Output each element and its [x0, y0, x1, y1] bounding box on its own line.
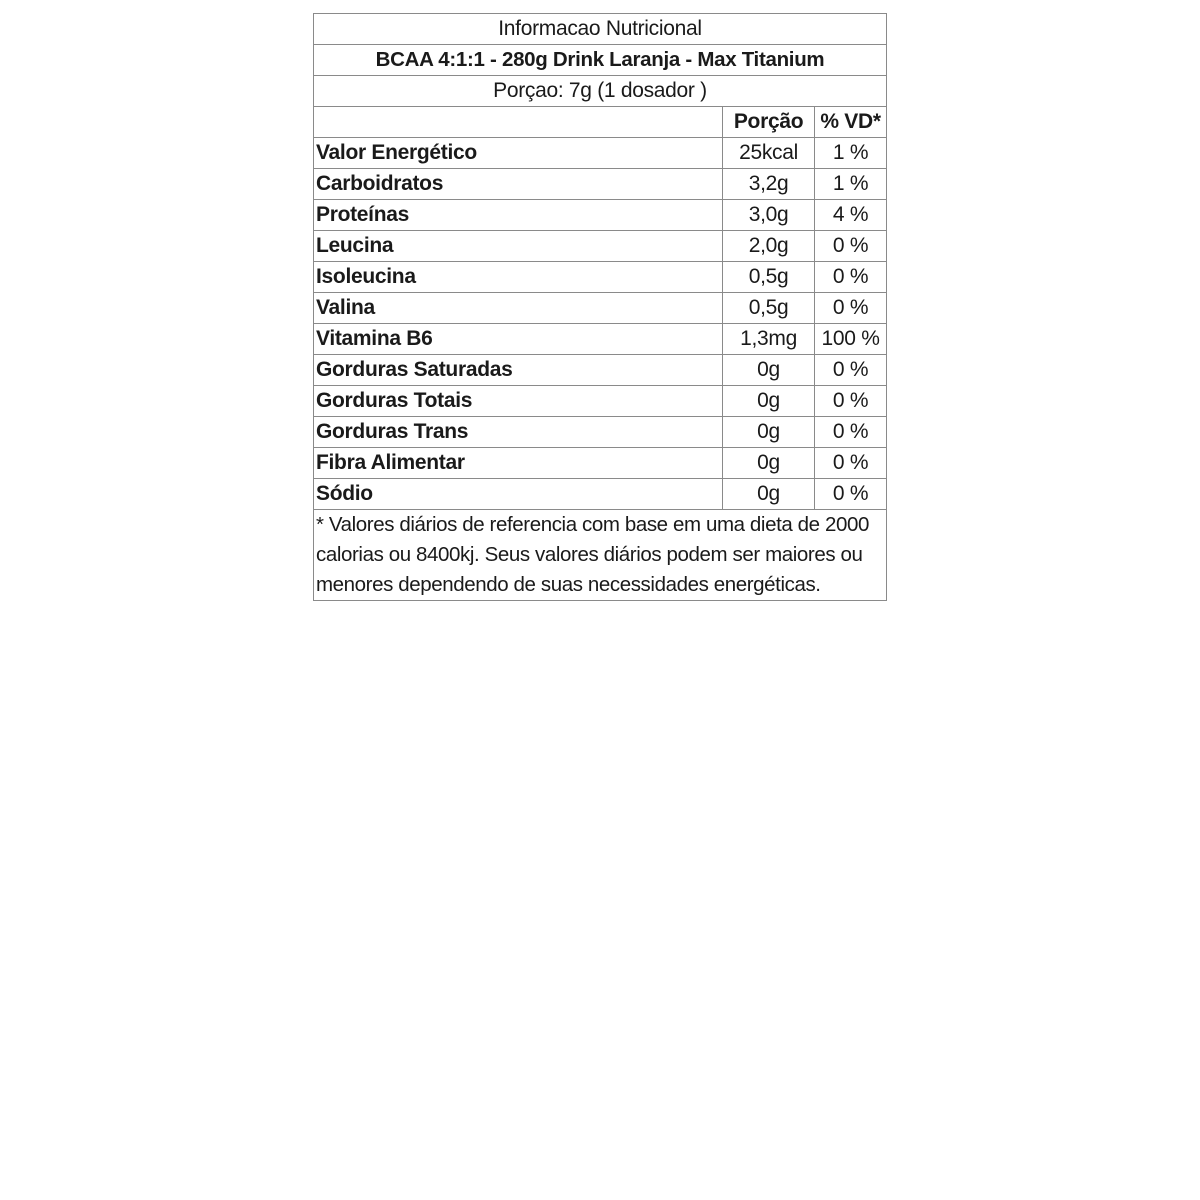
nutrient-dv: 0 % [815, 231, 887, 262]
nutrient-name: Valor Energético [314, 138, 723, 169]
nutrient-portion: 3,0g [722, 200, 814, 231]
table-row [314, 200, 887, 231]
footnote [314, 510, 887, 601]
serving-row [314, 76, 887, 107]
nutrient-portion: 0g [722, 386, 814, 417]
nutrient-dv: 1 % [815, 138, 887, 169]
nutrient-dv: 0 % [815, 479, 887, 510]
table-row [314, 231, 887, 262]
nutrient-name: Isoleucina [314, 262, 723, 293]
nutrient-name: Fibra Alimentar [314, 448, 723, 479]
nutrient-portion: 2,0g [722, 231, 814, 262]
nutrient-dv: 1 % [815, 169, 887, 200]
table-row [314, 293, 887, 324]
product-name: BCAA 4:1:1 - 280g Drink Laranja - Max Titanium [314, 45, 887, 76]
table-row [314, 479, 887, 510]
nutrient-dv: 100 % [815, 324, 887, 355]
nutrient-portion: 1,3mg [722, 324, 814, 355]
table-row [314, 262, 887, 293]
nutrient-dv: 0 % [815, 386, 887, 417]
table-row [314, 417, 887, 448]
nutrition-facts-table [313, 13, 887, 601]
table-row [314, 169, 887, 200]
nutrient-portion: 0g [722, 448, 814, 479]
footnote-row [314, 510, 887, 601]
nutrient-dv: 0 % [815, 262, 887, 293]
nutrient-name: Gorduras Saturadas [314, 355, 723, 386]
product-row [314, 45, 887, 76]
nutrient-name: Carboidratos [314, 169, 723, 200]
nutrient-name: Sódio [314, 479, 723, 510]
nutrient-portion: 0,5g [722, 293, 814, 324]
nutrient-portion: 25kcal [722, 138, 814, 169]
table-row [314, 355, 887, 386]
nutrient-dv: 0 % [815, 448, 887, 479]
footnote-line: calorias ou 8400kj. Seus valores diários podem ser maiores ou [316, 543, 863, 566]
header-portion: Porção [722, 107, 814, 138]
table-row [314, 448, 887, 479]
nutrient-dv: 0 % [815, 293, 887, 324]
nutrient-name: Proteínas [314, 200, 723, 231]
table-row [314, 386, 887, 417]
table-title: Informacao Nutricional [314, 14, 887, 45]
nutrient-name: Valina [314, 293, 723, 324]
header-row [314, 107, 887, 138]
nutrient-portion: 0g [722, 417, 814, 448]
serving-size: Porçao: 7g (1 dosador ) [314, 76, 887, 107]
table-row [314, 324, 887, 355]
title-row [314, 14, 887, 45]
footnote-line: * Valores diários de referencia com base em uma dieta de 2000 [316, 513, 869, 536]
nutrient-portion: 3,2g [722, 169, 814, 200]
nutrient-portion: 0g [722, 355, 814, 386]
footnote-line: menores dependendo de suas necessidades energéticas. [316, 573, 821, 596]
header-dv: % VD* [815, 107, 887, 138]
nutrient-dv: 0 % [815, 417, 887, 448]
nutrient-name: Gorduras Trans [314, 417, 723, 448]
nutrient-dv: 4 % [815, 200, 887, 231]
nutrient-rows [314, 138, 887, 510]
nutrient-dv: 0 % [815, 355, 887, 386]
nutrient-name: Vitamina B6 [314, 324, 723, 355]
nutrient-name: Gorduras Totais [314, 386, 723, 417]
table-row [314, 138, 887, 169]
nutrient-portion: 0g [722, 479, 814, 510]
nutrient-portion: 0,5g [722, 262, 814, 293]
nutrient-name: Leucina [314, 231, 723, 262]
header-name [314, 107, 723, 138]
